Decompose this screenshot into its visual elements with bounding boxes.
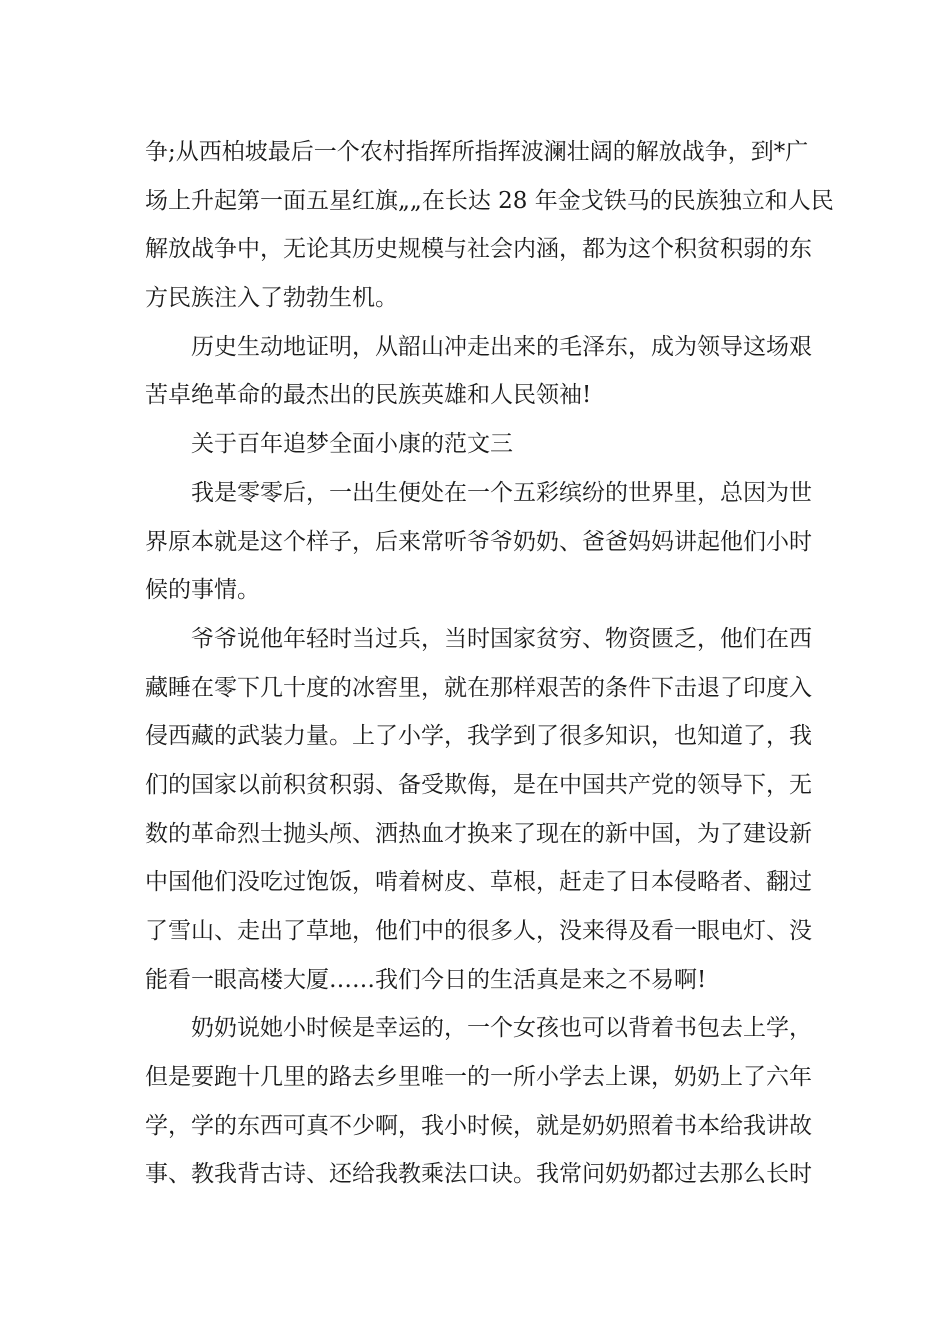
text-line: 历史生动地证明，从韶山冲走出来的毛泽东，成为领导这场艰 bbox=[191, 333, 812, 360]
document-body bbox=[145, 128, 834, 1199]
text-line: 能看一眼高楼大厦……我们今日的生活真是来之不易啊! bbox=[145, 966, 707, 993]
text-line: 界原本就是这个样子，后来常听爷爷奶奶、爸爸妈妈讲起他们小时 bbox=[145, 528, 812, 555]
text-line: 中国他们没吃过饱饭，啃着树皮、草根，赶走了日本侵略者、翻过 bbox=[145, 869, 812, 896]
text-line: 数的革命烈士抛头颅、洒热血才换来了现在的新中国，为了建设新 bbox=[145, 820, 812, 847]
text-line: 爷爷说他年轻时当过兵，当时国家贫穷、物资匮乏，他们在西 bbox=[191, 625, 812, 652]
text-line: 苦卓绝革命的最杰出的民族英雄和人民领袖! bbox=[145, 382, 592, 409]
text-line: 奶奶说她小时候是幸运的，一个女孩也可以背着书包去上学， bbox=[191, 1015, 812, 1042]
text-line: 藏睡在零下几十度的冰窖里，就在那样艰苦的条件下击退了印度入 bbox=[145, 674, 812, 701]
text-line: 事、教我背古诗、还给我教乘法口诀。我常问奶奶都过去那么长时 bbox=[145, 1161, 812, 1188]
text-line: 但是要跑十几里的路去乡里唯一的一所小学去上课，奶奶上了六年 bbox=[145, 1064, 812, 1091]
text-line: 们的国家以前积贫积弱、备受欺侮，是在中国共产党的领导下，无 bbox=[145, 771, 812, 798]
text-line: 争;从西柏坡最后一个农村指挥所指挥波澜壮阔的解放战争，到*广 bbox=[145, 139, 809, 165]
text-line: 学，学的东西可真不少啊，我小时候，就是奶奶照着书本给我讲故 bbox=[145, 1112, 812, 1139]
text-line: 关于百年追梦全面小康的范文三 bbox=[191, 431, 513, 458]
text-line: 侵西藏的武装力量。上了小学，我学到了很多知识，也知道了，我 bbox=[145, 723, 812, 750]
text-line: 了雪山、走出了草地，他们中的很多人，没来得及看一眼电灯、没 bbox=[145, 918, 812, 944]
text-line: 解放战争中，无论其历史规模与社会内涵，都为这个积贫积弱的东 bbox=[145, 236, 812, 263]
text-line: 我是零零后，一出生便处在一个五彩缤纷的世界里，总因为世 bbox=[191, 479, 812, 506]
text-line: 方民族注入了勃勃生机。 bbox=[145, 285, 398, 312]
text-line: 场上升起第一面五星红旗„„在长达 28 年金戈铁马的民族独立和人民 bbox=[145, 187, 834, 214]
text-line: 候的事情。 bbox=[145, 577, 260, 604]
